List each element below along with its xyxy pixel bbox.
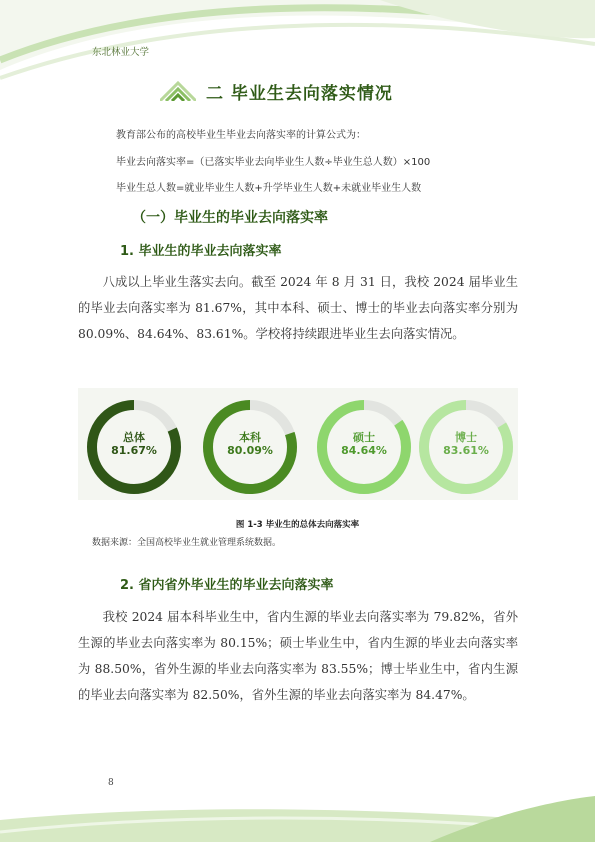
section-title-text: 二 毕业生去向落实情况 — [206, 83, 393, 104]
donut-label-1: 总体 — [123, 431, 145, 444]
mountain-icon — [160, 81, 196, 101]
figure-source: 数据来源：全国高校毕业生就业管理系统数据。 — [92, 538, 282, 548]
donut-label-3: 硕士 — [353, 431, 375, 444]
donut-value-4: 83.61% — [443, 444, 489, 457]
donut-3 — [314, 397, 414, 497]
formula-total: 毕业生总人数=就业毕业生人数+升学毕业生人数+未就业毕业生人数 — [116, 183, 422, 194]
formula-intro: 教育部公布的高校毕业生毕业去向落实率的计算公式为： — [116, 130, 366, 141]
part2-paragraph: 我校 2024 届本科毕业生中，省内生源的毕业去向落实率为 79.82%，省外生源的毕业去向落实率为 80.15%；硕士毕业生中，省内生源的毕业去向落实率为 88.50%，省外生源的毕业去向落实率为 83.55%；博士毕业生中，省内生源的毕业去向落实率为 82.50%，省外生源的毕业去向落实率为 84.47%。 — [78, 610, 518, 702]
donut-1 — [84, 397, 184, 497]
donut-4 — [416, 397, 516, 497]
school-name: 东北林业大学 — [92, 47, 150, 58]
page-number: 8 — [108, 778, 114, 788]
donut-value-3: 84.64% — [341, 444, 387, 457]
donut-value-1: 81.67% — [111, 444, 157, 457]
donut-label-4: 博士 — [455, 431, 477, 444]
part2-heading: 2. 省内省外毕业生的毕业去向落实率 — [120, 578, 334, 593]
donut-label-2: 本科 — [239, 431, 261, 444]
part1-heading: 1. 毕业生的毕业去向落实率 — [120, 244, 282, 259]
subsection-title: （一）毕业生的毕业去向落实率 — [132, 210, 328, 226]
formula-rate: 毕业去向落实率=（已落实毕业去向毕业生人数÷毕业生总人数）×100 — [116, 157, 431, 168]
donut-2 — [200, 397, 300, 497]
donut-value-2: 80.09% — [227, 444, 273, 457]
part1-paragraph: 八成以上毕业生落实去向。截至 2024 年 8 月 31 日，我校 2024 届毕业生的毕业去向落实率为 81.67%，其中本科、硕士、博士的毕业去向落实率分别为 80.09%、84.64%、83.61%。学校将持续跟进毕业生去向落实情况。 — [78, 275, 518, 341]
section-title — [160, 76, 393, 106]
figure-caption: 图 1-3 毕业生的总体去向落实率 — [235, 520, 360, 530]
